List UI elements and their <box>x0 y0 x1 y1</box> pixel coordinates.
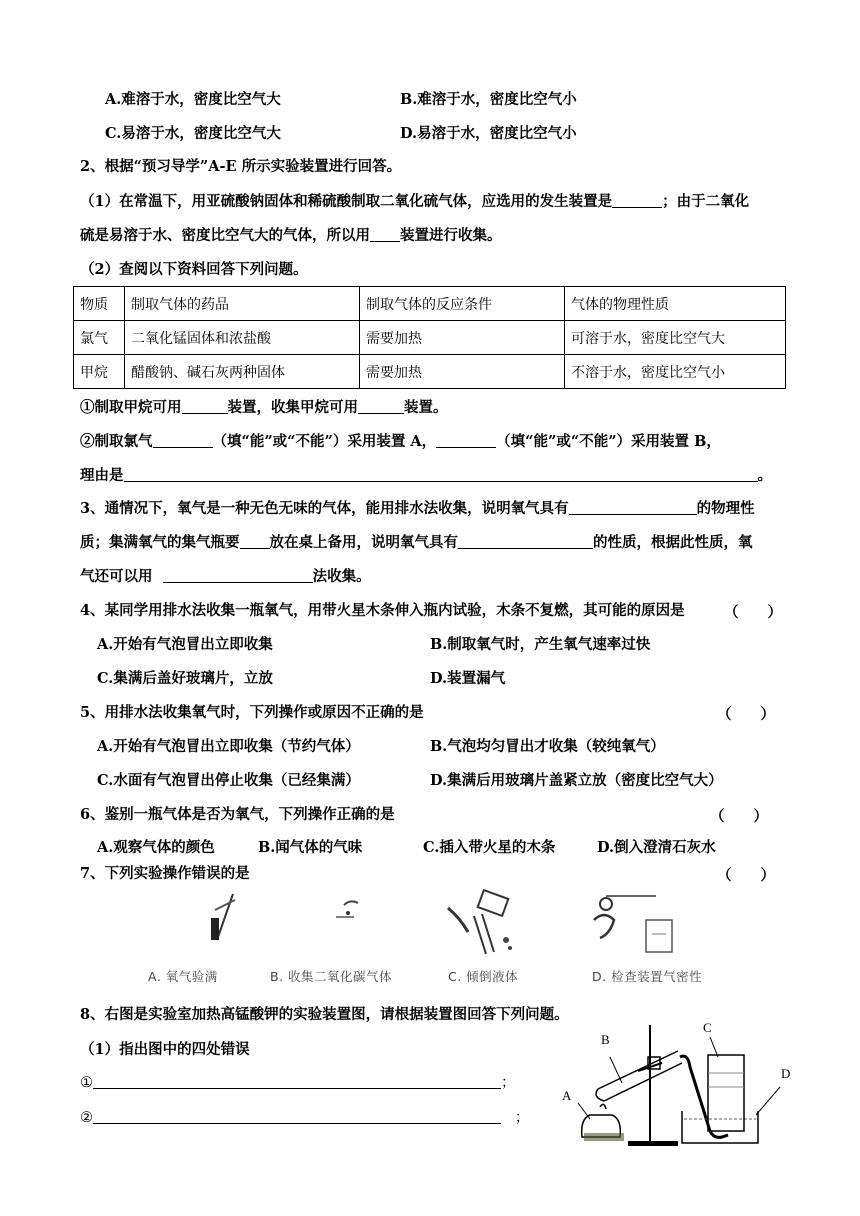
answer-blank[interactable] <box>569 499 697 515</box>
figure-caption: D. 检查装置气密性 <box>592 969 703 984</box>
answer-blank[interactable] <box>612 192 662 208</box>
q2-sub2: ②制取氯气 （填“能”或“不能”）采用装置 A， （填“能”或“不能”）采用装置 B， <box>80 433 721 450</box>
table-header: 气体的物理性质 <box>565 287 786 321</box>
answer-blank[interactable] <box>358 398 404 414</box>
table-cell: 二氧化锰固体和浓盐酸 <box>125 321 360 355</box>
q7-stem: 7、下列实验操作错误的是 <box>80 865 250 882</box>
answer-blank[interactable] <box>436 432 496 448</box>
q4-stem: 4、某同学用排水法收集一瓶氧气，用带火星木条伸入瓶内试验，木条不复燃，其可能的原因是 <box>80 602 685 619</box>
table-cell: 甲烷 <box>74 355 125 389</box>
answer-blank[interactable] <box>153 432 213 448</box>
q2-part2: （2）查阅以下资料回答下列问题。 <box>80 261 308 278</box>
answer-parentheses[interactable]: （ ） <box>724 604 782 621</box>
q1-option-d: D.易溶于水，密度比空气小 <box>400 125 577 142</box>
figure-label-c: C <box>703 1020 712 1035</box>
q4-option-a: A.开始有气泡冒出立即收集 <box>97 636 273 653</box>
table-cell: 可溶于水，密度比空气大 <box>565 321 786 355</box>
q4-option-c: C.集满后盖好玻璃片，立放 <box>97 670 273 687</box>
q3-line2: 质；集满氧气的集气瓶要 放在桌上备用，说明氧气具有 的性质，根据此性质，氧 <box>80 534 753 551</box>
q1-option-a: A.难溶于水，密度比空气大 <box>105 91 281 108</box>
table-cell: 醋酸钠、碱石灰两种固体 <box>125 355 360 389</box>
q6-option-d: D.倒入澄清石灰水 <box>597 839 716 856</box>
q8-stem: 8、右图是实验室加热高锰酸钾的实验装置图，请根据装置图回答下列问题。 <box>80 1006 569 1023</box>
figure-label-d: D <box>781 1066 791 1081</box>
q1-option-c: C.易溶于水，密度比空气大 <box>105 125 281 142</box>
q2-stem: 2、根据“预习导学”A-E 所示实验装置进行回答。 <box>80 158 402 175</box>
table-header: 制取气体的药品 <box>125 287 360 321</box>
co2-collection-figure <box>330 895 370 925</box>
q6-option-a: A.观察气体的颜色 <box>97 839 215 856</box>
table-row <box>74 321 786 355</box>
q5-option-a: A.开始有气泡冒出立即收集（节约气体） <box>97 738 360 755</box>
answer-blank[interactable] <box>182 398 228 414</box>
table-row <box>74 355 786 389</box>
table-cell: 不溶于水，密度比空气小 <box>565 355 786 389</box>
q5-stem: 5、用排水法收集氧气时，下列操作或原因不正确的是 <box>80 704 424 721</box>
answer-blank[interactable] <box>163 567 313 583</box>
figure-caption: B. 收集二氧化碳气体 <box>270 969 393 984</box>
table-cell: 需要加热 <box>360 355 565 389</box>
q5-option-b: B.气泡均匀冒出才收集（较纯氧气） <box>430 738 665 755</box>
q8-answer-line-2: ② ； <box>80 1110 530 1126</box>
answer-parentheses[interactable]: （ ） <box>717 867 775 884</box>
answer-blank[interactable] <box>370 226 400 242</box>
table-header: 物质 <box>74 287 125 321</box>
q6-stem: 6、鉴别一瓶气体是否为氧气，下列操作正确的是 <box>80 806 395 823</box>
figure-label-b: B <box>601 1032 610 1047</box>
figure-caption: C. 倾倒液体 <box>448 969 519 984</box>
oxygen-full-test-figure <box>205 890 245 945</box>
answer-blank[interactable] <box>124 466 758 482</box>
q8-part1: （1）指出图中的四处错误 <box>80 1041 250 1058</box>
q4-option-b: B.制取氧气时，产生氧气速率过快 <box>430 636 651 653</box>
q1-option-b: B.难溶于水，密度比空气小 <box>400 91 577 108</box>
q2-part1-line1: （1）在常温下，用亚硫酸钠固体和稀硫酸制取二氧化硫气体，应选用的发生装置是 ；由于二氧化 <box>80 193 750 210</box>
q5-option-c: C.水面有气泡冒出停止收集（已经集满） <box>97 772 360 789</box>
q2-reason: 理由是 。 <box>80 467 772 484</box>
kmno4-heating-apparatus-figure <box>560 1015 820 1150</box>
answer-blank[interactable] <box>93 1073 501 1089</box>
answer-blank[interactable] <box>458 533 593 549</box>
q3-line1: 3、通情况下，氧气是一种无色无味的气体，能用排水法收集，说明氧气具有 的物理性 <box>80 500 755 517</box>
q4-option-d: D.装置漏气 <box>430 670 506 687</box>
figure-label-a: A <box>562 1088 572 1103</box>
reference-table <box>73 286 786 389</box>
q3-line3: 气还可以用 法收集。 <box>80 568 371 585</box>
q8-answer-line-1: ① ； <box>80 1075 516 1091</box>
figure-caption: A. 氧气验满 <box>148 969 218 984</box>
airtightness-check-figure <box>584 890 684 960</box>
q6-option-b: B.闻气体的气味 <box>258 839 363 856</box>
table-cell: 氯气 <box>74 321 125 355</box>
answer-parentheses[interactable]: （ ） <box>710 808 768 825</box>
answer-blank[interactable] <box>93 1108 501 1124</box>
pouring-liquid-figure <box>438 888 528 958</box>
q2-sub1: ①制取甲烷可用 装置，收集甲烷可用 装置。 <box>80 399 448 416</box>
q6-option-c: C.插入带火星的木条 <box>423 839 556 856</box>
q5-option-d: D.集满后用玻璃片盖紧立放（密度比空气大） <box>430 772 723 789</box>
answer-blank[interactable] <box>240 533 270 549</box>
table-cell: 需要加热 <box>360 321 565 355</box>
answer-parentheses[interactable]: （ ） <box>717 706 775 723</box>
q2-part1-line2: 硫是易溶于水、密度比空气大的气体，所以用 装置进行收集。 <box>80 227 502 244</box>
table-header: 制取气体的反应条件 <box>360 287 565 321</box>
table-header-row <box>74 287 786 321</box>
